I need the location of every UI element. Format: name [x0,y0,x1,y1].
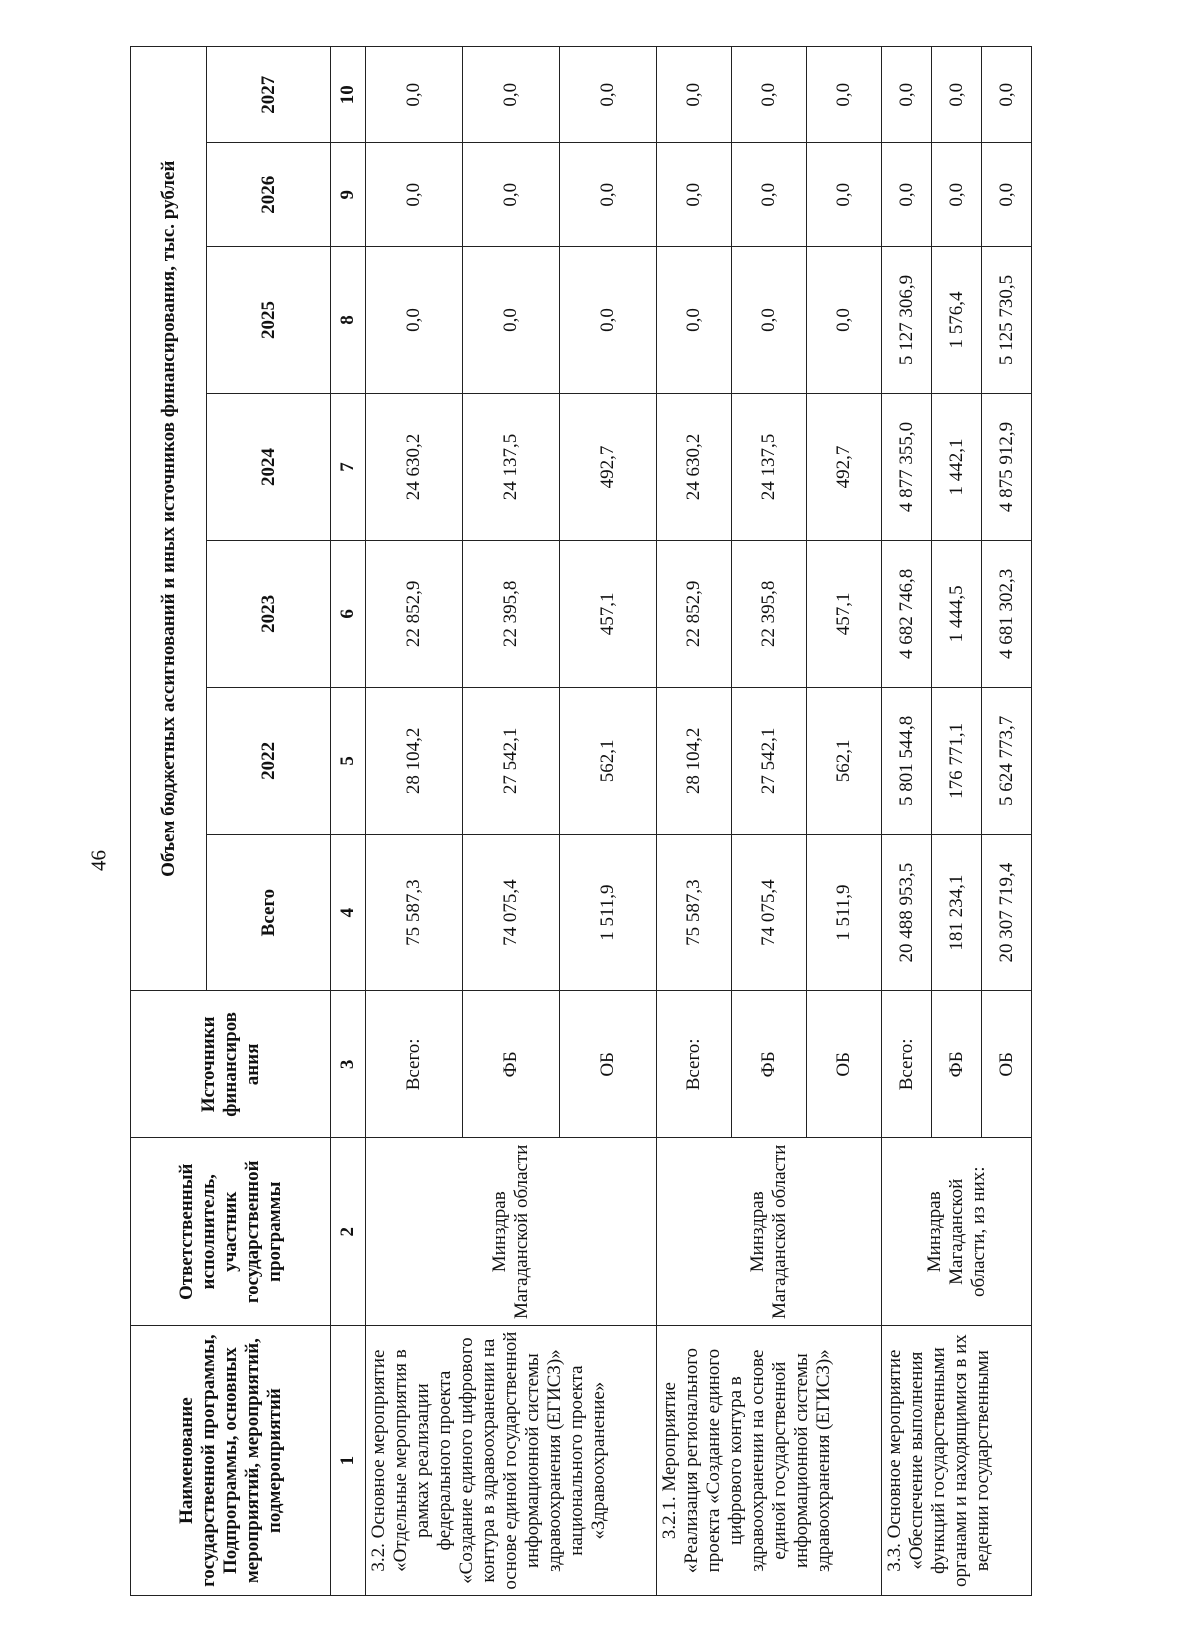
cell-value: 20 307 719,4 [982,834,1032,991]
column-number: 9 [331,143,366,247]
cell-value: 0,0 [657,47,732,143]
cell-value: 74 075,4 [463,834,560,991]
cell-value: 0,0 [982,143,1032,247]
page-number: 46 [86,850,111,871]
cell-value: 5 624 773,7 [982,687,1032,834]
cell-value: 0,0 [463,247,560,394]
cell-value: 27 542,1 [732,687,807,834]
cell-value: 22 852,9 [366,540,463,687]
cell-value: 28 104,2 [366,687,463,834]
header-year-2025: 2025 [207,247,331,394]
cell-value: 457,1 [807,540,882,687]
cell-value: 27 542,1 [463,687,560,834]
cell-value: 0,0 [932,47,982,143]
cell-value: 20 488 953,5 [882,834,932,991]
cell-value: 0,0 [463,143,560,247]
row-source: Всего: [657,991,732,1138]
cell-value: 22 395,8 [732,540,807,687]
table-row [657,47,732,1596]
cell-value: 24 137,5 [732,393,807,540]
cell-value: 0,0 [560,143,657,247]
cell-value: 0,0 [657,143,732,247]
cell-value: 0,0 [732,143,807,247]
cell-value: 0,0 [882,143,932,247]
cell-value: 28 104,2 [657,687,732,834]
cell-value: 0,0 [732,247,807,394]
cell-value: 492,7 [807,393,882,540]
cell-value: 5 127 306,9 [882,247,932,394]
column-number: 8 [331,247,366,394]
cell-value: 1 511,9 [560,834,657,991]
cell-value: 176 771,1 [932,687,982,834]
column-number: 6 [331,540,366,687]
cell-value: 1 444,5 [932,540,982,687]
cell-value: 0,0 [366,247,463,394]
table-row [366,47,463,1596]
cell-value: 24 630,2 [657,393,732,540]
row-name: 3.3. Основное мероприятие «Обеспечение выполнения функций государственными органами и находящимися в их ведении государственными [882,1326,1032,1596]
row-source: Всего: [882,991,932,1138]
row-name: 3.2. Основное мероприятие «Отдельные мероприятия в рамках реализации федерального проекта «Создание единого цифрового контура в здравоохранении на основе единой государственной информационной системы здравоохранения (ЕГИСЗ)» национального проекта «Здравоохранение» [366,1326,657,1596]
column-number: 3 [331,991,366,1138]
cell-value: 0,0 [882,47,932,143]
row-source: ОБ [560,991,657,1138]
column-number: 1 [331,1326,366,1596]
column-number: 4 [331,834,366,991]
header-volume: Объем бюджетных ассигнований и иных источников финансирования, тыс. рублей [131,47,207,991]
cell-value: 4 877 355,0 [882,393,932,540]
cell-value: 0,0 [463,47,560,143]
cell-value: 4 681 302,3 [982,540,1032,687]
column-number: 2 [331,1138,366,1326]
row-source: ФБ [932,991,982,1138]
row-responsible: Минздрав Магаданской области [657,1138,882,1326]
cell-value: 457,1 [560,540,657,687]
row-source: Всего: [366,991,463,1138]
cell-value: 0,0 [807,47,882,143]
cell-value: 492,7 [560,393,657,540]
cell-value: 0,0 [366,143,463,247]
cell-value: 5 125 730,5 [982,247,1032,394]
row-source: ОБ [982,991,1032,1138]
financing-table [130,46,1032,1596]
cell-value: 562,1 [560,687,657,834]
cell-value: 0,0 [560,47,657,143]
cell-value: 1 576,4 [932,247,982,394]
cell-value: 0,0 [932,143,982,247]
cell-value: 75 587,3 [366,834,463,991]
cell-value: 0,0 [366,47,463,143]
cell-value: 0,0 [807,143,882,247]
cell-value: 0,0 [560,247,657,394]
row-responsible: Минздрав Магаданской области, из них: [882,1138,1032,1326]
header-year-2022: 2022 [207,687,331,834]
row-source: ОБ [807,991,882,1138]
header-sources: Источники финансиров ания [131,991,331,1138]
cell-value: 74 075,4 [732,834,807,991]
cell-value: 0,0 [982,47,1032,143]
cell-value: 4 682 746,8 [882,540,932,687]
column-number: 7 [331,393,366,540]
cell-value: 1 442,1 [932,393,982,540]
cell-value: 562,1 [807,687,882,834]
header-year-2024: 2024 [207,393,331,540]
column-number: 10 [331,47,366,143]
header-year-2027: 2027 [207,47,331,143]
cell-value: 24 630,2 [366,393,463,540]
row-source: ФБ [463,991,560,1138]
cell-value: 22 395,8 [463,540,560,687]
cell-value: 22 852,9 [657,540,732,687]
cell-value: 4 875 912,9 [982,393,1032,540]
row-name: 3.2.1. Мероприятие «Реализация регионального проекта «Создание единого цифрового контура в здравоохранении на основе единой государственной информационной системы здравоохранения (ЕГИСЗ)» [657,1326,882,1596]
column-number: 5 [331,687,366,834]
table-row [882,47,932,1596]
cell-value: 1 511,9 [807,834,882,991]
header-year-2026: 2026 [207,143,331,247]
cell-value: 181 234,1 [932,834,982,991]
header-name: Наименование государственной программы, Подпрограммы, основных мероприятий, мероприятий, подмероприятий [131,1326,331,1596]
cell-value: 24 137,5 [463,393,560,540]
rotated-table-container [130,46,1017,1596]
cell-value: 75 587,3 [657,834,732,991]
cell-value: 0,0 [732,47,807,143]
header-responsible: Ответственный исполнитель, участник государственной программы [131,1138,331,1326]
row-responsible: Минздрав Магаданской области [366,1138,657,1326]
row-source: ФБ [732,991,807,1138]
cell-value: 0,0 [657,247,732,394]
cell-value: 5 801 544,8 [882,687,932,834]
cell-value: 0,0 [807,247,882,394]
header-total: Всего [207,834,331,991]
header-year-2023: 2023 [207,540,331,687]
